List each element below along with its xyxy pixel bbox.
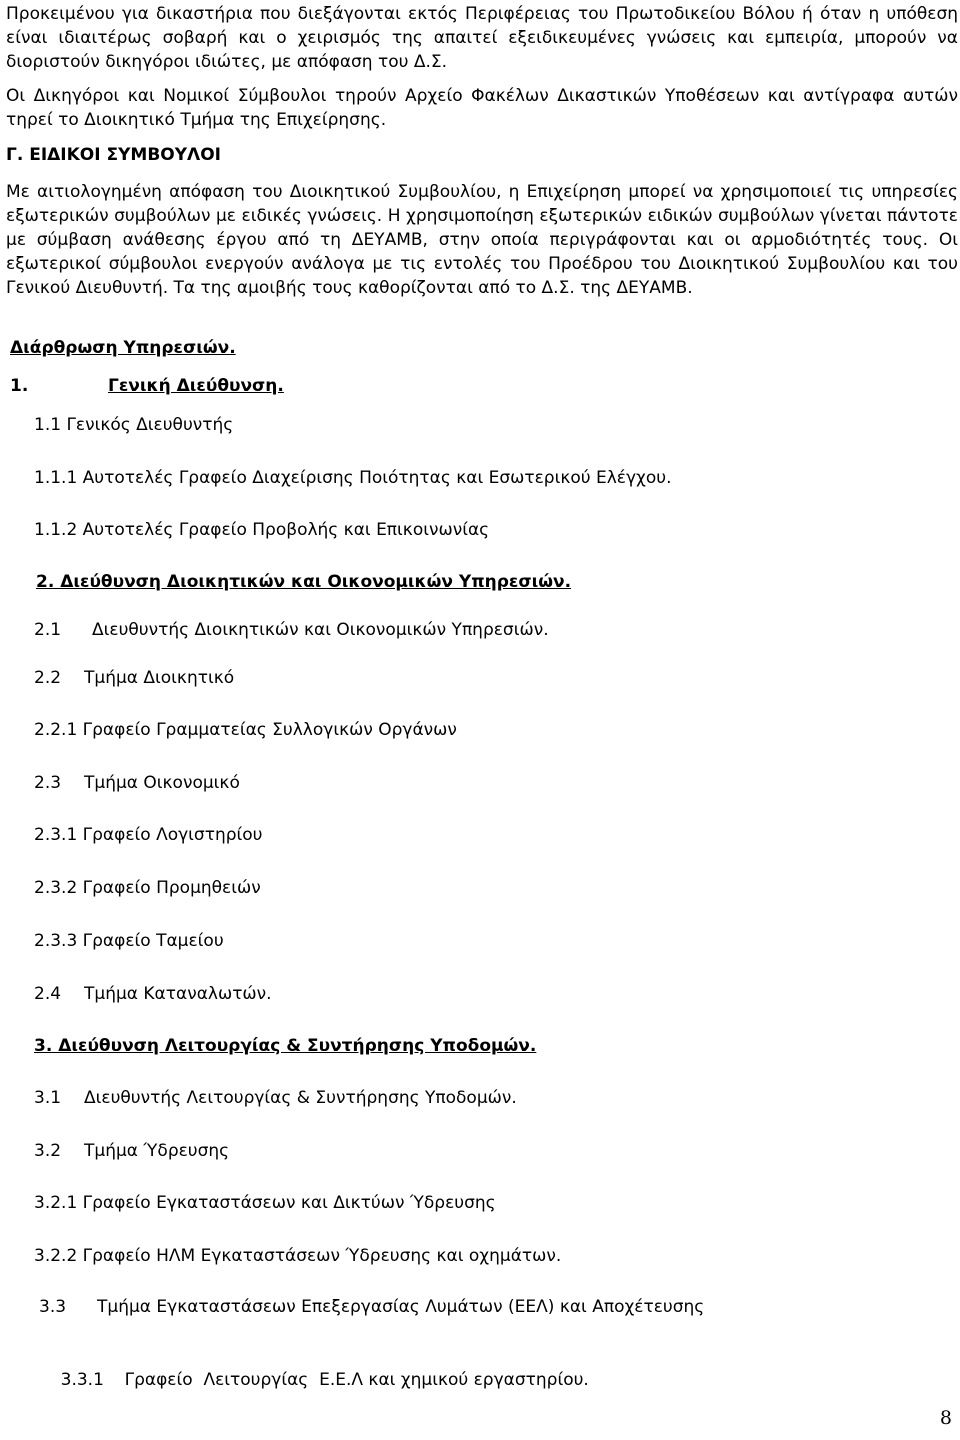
section-2-title: 2. Διεύθυνση Διοικητικών και Οικονομικών Υπηρεσιών. bbox=[36, 572, 572, 592]
section-1-heading bbox=[10, 374, 284, 398]
section-c-title: Γ. ΕΙΔΙΚΟΙ ΣΥΜΒΟΥΛΟΙ bbox=[6, 145, 221, 165]
section-3-title: 3. Διεύθυνση Λειτουργίας & Συντήρησης Υποδομών. bbox=[34, 1036, 537, 1056]
item-3-1: 3.1 Διευθυντής Λειτουργίας & Συντήρησης Υποδομών. bbox=[34, 1088, 517, 1108]
item-2-4: 2.4 Τμήμα Καταναλωτών. bbox=[34, 984, 272, 1004]
paragraph-private-lawyers: Προκειμένου για δικαστήρια που διεξάγονται εκτός Περιφέρειας του Πρωτοδικείου Βόλου ή όταν η υπόθεση είναι ιδιαιτέρως σοβαρή και ο χειρισμός της απαιτεί εξειδικευμένες γνώσεις και εμπειρία, μπορούν να διοριστούν δικηγόροι ιδιώτες, με απόφαση του Δ.Σ. bbox=[6, 4, 958, 72]
item-2-3-1: 2.3.1 Γραφείο Λογιστηρίου bbox=[34, 825, 263, 845]
section-1-number: 1. bbox=[10, 376, 29, 396]
item-3-2-2: 3.2.2 Γραφείο ΗΛΜ Εγκαταστάσεων Ύδρευσης και οχημάτων. bbox=[34, 1246, 562, 1266]
paragraph-special-advisors: Με αιτιολογημένη απόφαση του Διοικητικού Συμβουλίου, η Επιχείρηση μπορεί να χρησιμοποιεί τις υπηρεσίες εξωτερικών συμβούλων με ειδικές γνώσεις. Η χρησιμοποίηση εξωτερικών ειδικών συμβούλων γίνεται πάντοτε με σύμβαση ανάθεσης έργου από τη ΔΕΥΑΜΒ, στην οποία περιγράφονται και οι αρμοδιότητές τους. Οι εξωτερικοί σύμβουλοι ενεργούν ανάλογα με τις εντολές του Προέδρου του Διοικητικού Συμβουλίου και του Γενικού Διευθυντή. Τα της αμοιβής τους καθορίζονται από το Δ.Σ. της ΔΕΥΑΜΒ. bbox=[6, 182, 958, 298]
page-number: 8 bbox=[939, 1407, 952, 1429]
item-2-1: 2.1 Διευθυντής Διοικητικών και Οικονομικών Υπηρεσιών. bbox=[34, 620, 549, 640]
item-1-1: 1.1 Γενικός Διευθυντής bbox=[34, 415, 234, 435]
item-2-3-3: 2.3.3 Γραφείο Ταμείου bbox=[34, 931, 224, 951]
item-2-2-1: 2.2.1 Γραφείο Γραμματείας Συλλογικών Οργάνων bbox=[34, 720, 457, 740]
item-1-1-2: 1.1.2 Αυτοτελές Γραφείο Προβολής και Επικοινωνίας bbox=[34, 520, 490, 540]
item-2-2: 2.2 Τμήμα Διοικητικό bbox=[34, 668, 235, 688]
item-3-2: 3.2 Τμήμα Ύδρευσης bbox=[34, 1141, 230, 1161]
item-1-1-1: 1.1.1 Αυτοτελές Γραφείο Διαχείρισης Ποιότητας και Εσωτερικού Ελέγχου. bbox=[34, 468, 672, 488]
item-2-3: 2.3 Τμήμα Οικονομικό bbox=[34, 773, 240, 793]
item-3-2-1: 3.2.1 Γραφείο Εγκαταστάσεων και Δικτύων Ύδρευσης bbox=[34, 1193, 496, 1213]
section-1-title: Γενική Διεύθυνση. bbox=[108, 376, 284, 396]
item-2-3-2: 2.3.2 Γραφείο Προμηθειών bbox=[34, 878, 261, 898]
paragraph-case-archive: Οι Δικηγόροι και Νομικοί Σύμβουλοι τηρούν Αρχείο Φακέλων Δικαστικών Υποθέσεων και αντίγραφα αυτών τηρεί το Διοικητικό Τμήμα της Επιχείρησης. bbox=[6, 86, 958, 130]
item-3-3-1: 3.3.1 Γραφείο Λειτουργίας Ε.Ε.Λ και χημικού εργαστηρίου. bbox=[60, 1370, 589, 1390]
structure-heading: Διάρθρωση Υπηρεσιών. bbox=[10, 338, 236, 358]
item-3-3: 3.3 Τμήμα Εγκαταστάσεων Επεξεργασίας Λυμάτων (ΕΕΛ) και Αποχέτευσης bbox=[39, 1297, 705, 1317]
